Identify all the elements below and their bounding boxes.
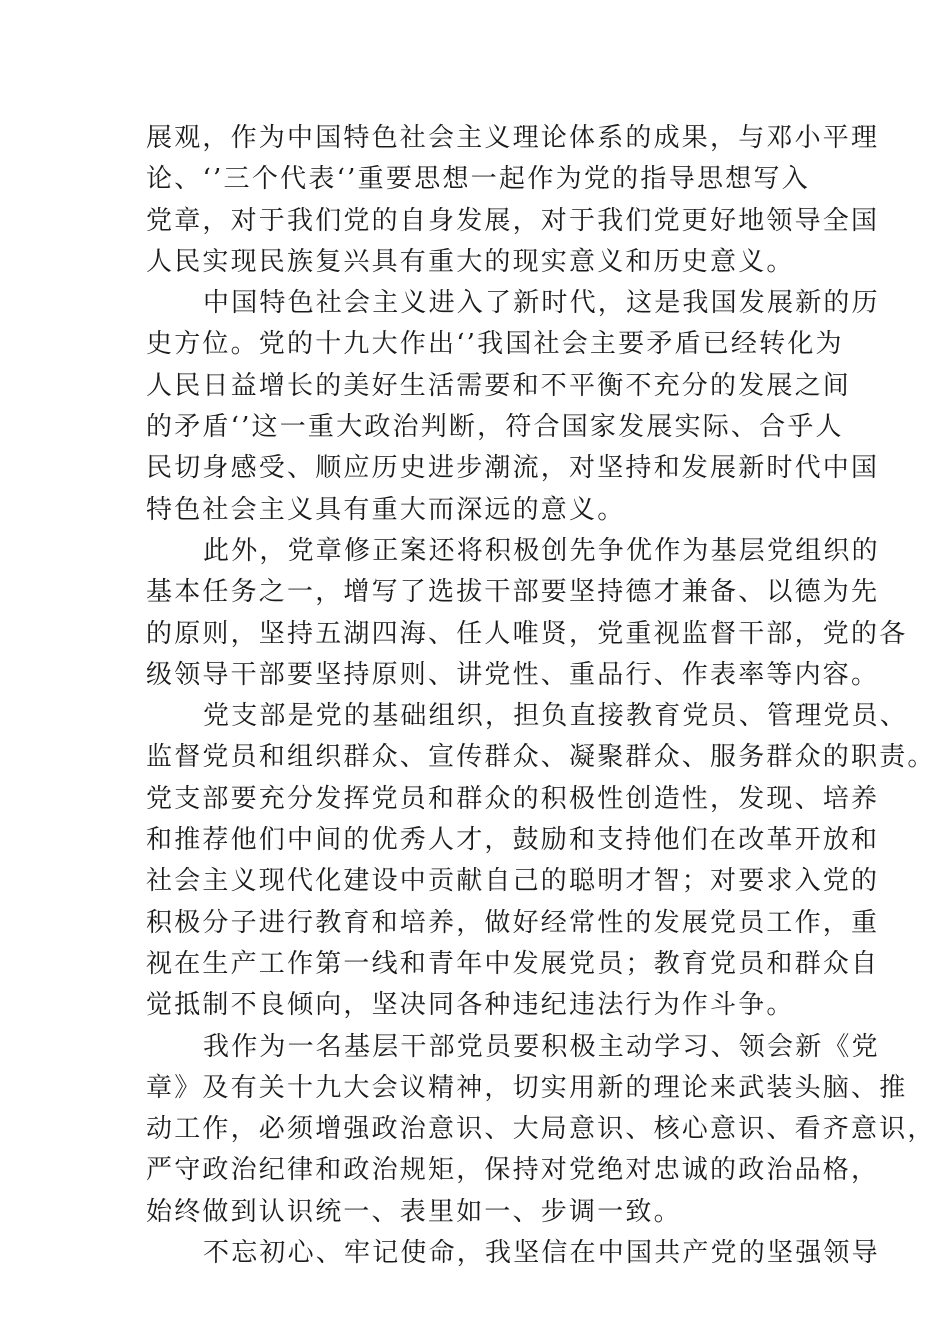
text-line: 民切身感受、顺应历史进步潮流，对坚持和发展新时代中国 [146, 453, 880, 484]
text-line: 视在生产工作第一线和青年中发展党员；教育党员和群众自 [146, 948, 880, 979]
text-line: 人民日益增长的美好生活需要和不平衡不充分的发展之间 [146, 370, 852, 401]
text-line: 史方位。党的十九大作出‘’我国社会主要矛盾已经转化为 [146, 329, 844, 360]
paragraph-first-line: 中国特色社会主义进入了新时代，这是我国发展新的历 [203, 288, 880, 319]
text-line: 社会主义现代化建设中贡献自己的聪明才智；对要求入党的 [146, 866, 880, 897]
text-line: 动工作，必须增强政治意识、大局意识、核心意识、看齐意识， [146, 1114, 936, 1145]
text-line: 党章，对于我们党的自身发展，对于我们党更好地领导全国 [146, 205, 880, 236]
paragraph-first-line: 我作为一名基层干部党员要积极主动学习、领会新《党 [203, 1031, 880, 1062]
paragraph-first-line: 党支部是党的基础组织，担负直接教育党员、管理党员、 [203, 701, 909, 732]
text-line: 严守政治纪律和政治规矩，保持对党绝对忠诚的政治品格， [146, 1155, 880, 1186]
text-line: 觉抵制不良倾向，坚决同各种违纪违法行为作斗争。 [146, 990, 795, 1021]
text-line: 的矛盾‘’这一重大政治判断，符合国家发展实际、合乎人 [146, 412, 844, 443]
text-line: 积极分子进行教育和培养，做好经常性的发展党员工作，重 [146, 907, 880, 938]
text-line: 和推荐他们中间的优秀人才，鼓励和支持他们在改革开放和 [146, 825, 880, 856]
text-line: 特色社会主义具有重大而深远的意义。 [146, 494, 626, 525]
text-line: 党支部要充分发挥党员和群众的积极性创造性，发现、培养 [146, 783, 880, 814]
text-line: 始终做到认识统一、表里如一、步调一致。 [146, 1196, 682, 1227]
text-line: 章》及有关十九大会议精神，切实用新的理论来武装头脑、推 [146, 1072, 908, 1103]
text-line: 人民实现民族复兴具有重大的现实意义和历史意义。 [146, 246, 795, 277]
text-line: 级领导干部要坚持原则、讲党性、重品行、作表率等内容。 [146, 659, 880, 690]
text-line: 论、‘’三个代表‘’重要思想一起作为党的指导思想写入 [146, 164, 810, 195]
paragraph-first-line: 不忘初心、牢记使命，我坚信在中国共产党的坚强领导 [203, 1238, 880, 1269]
paragraph-first-line: 此外，党章修正案还将积极创先争优作为基层党组织的 [203, 535, 880, 566]
text-line: 展观，作为中国特色社会主义理论体系的成果，与邓小平理 [146, 123, 880, 153]
text-line: 监督党员和组织群众、宣传群众、凝聚群众、服务群众的职责。 [146, 742, 936, 773]
document-body [146, 118, 936, 1274]
text-line: 的原则，坚持五湖四海、任人唯贤，党重视监督干部，党的各 [146, 618, 908, 649]
text-line: 基本任务之一，增写了选拔干部要坚持德才兼备、以德为先 [146, 577, 880, 608]
